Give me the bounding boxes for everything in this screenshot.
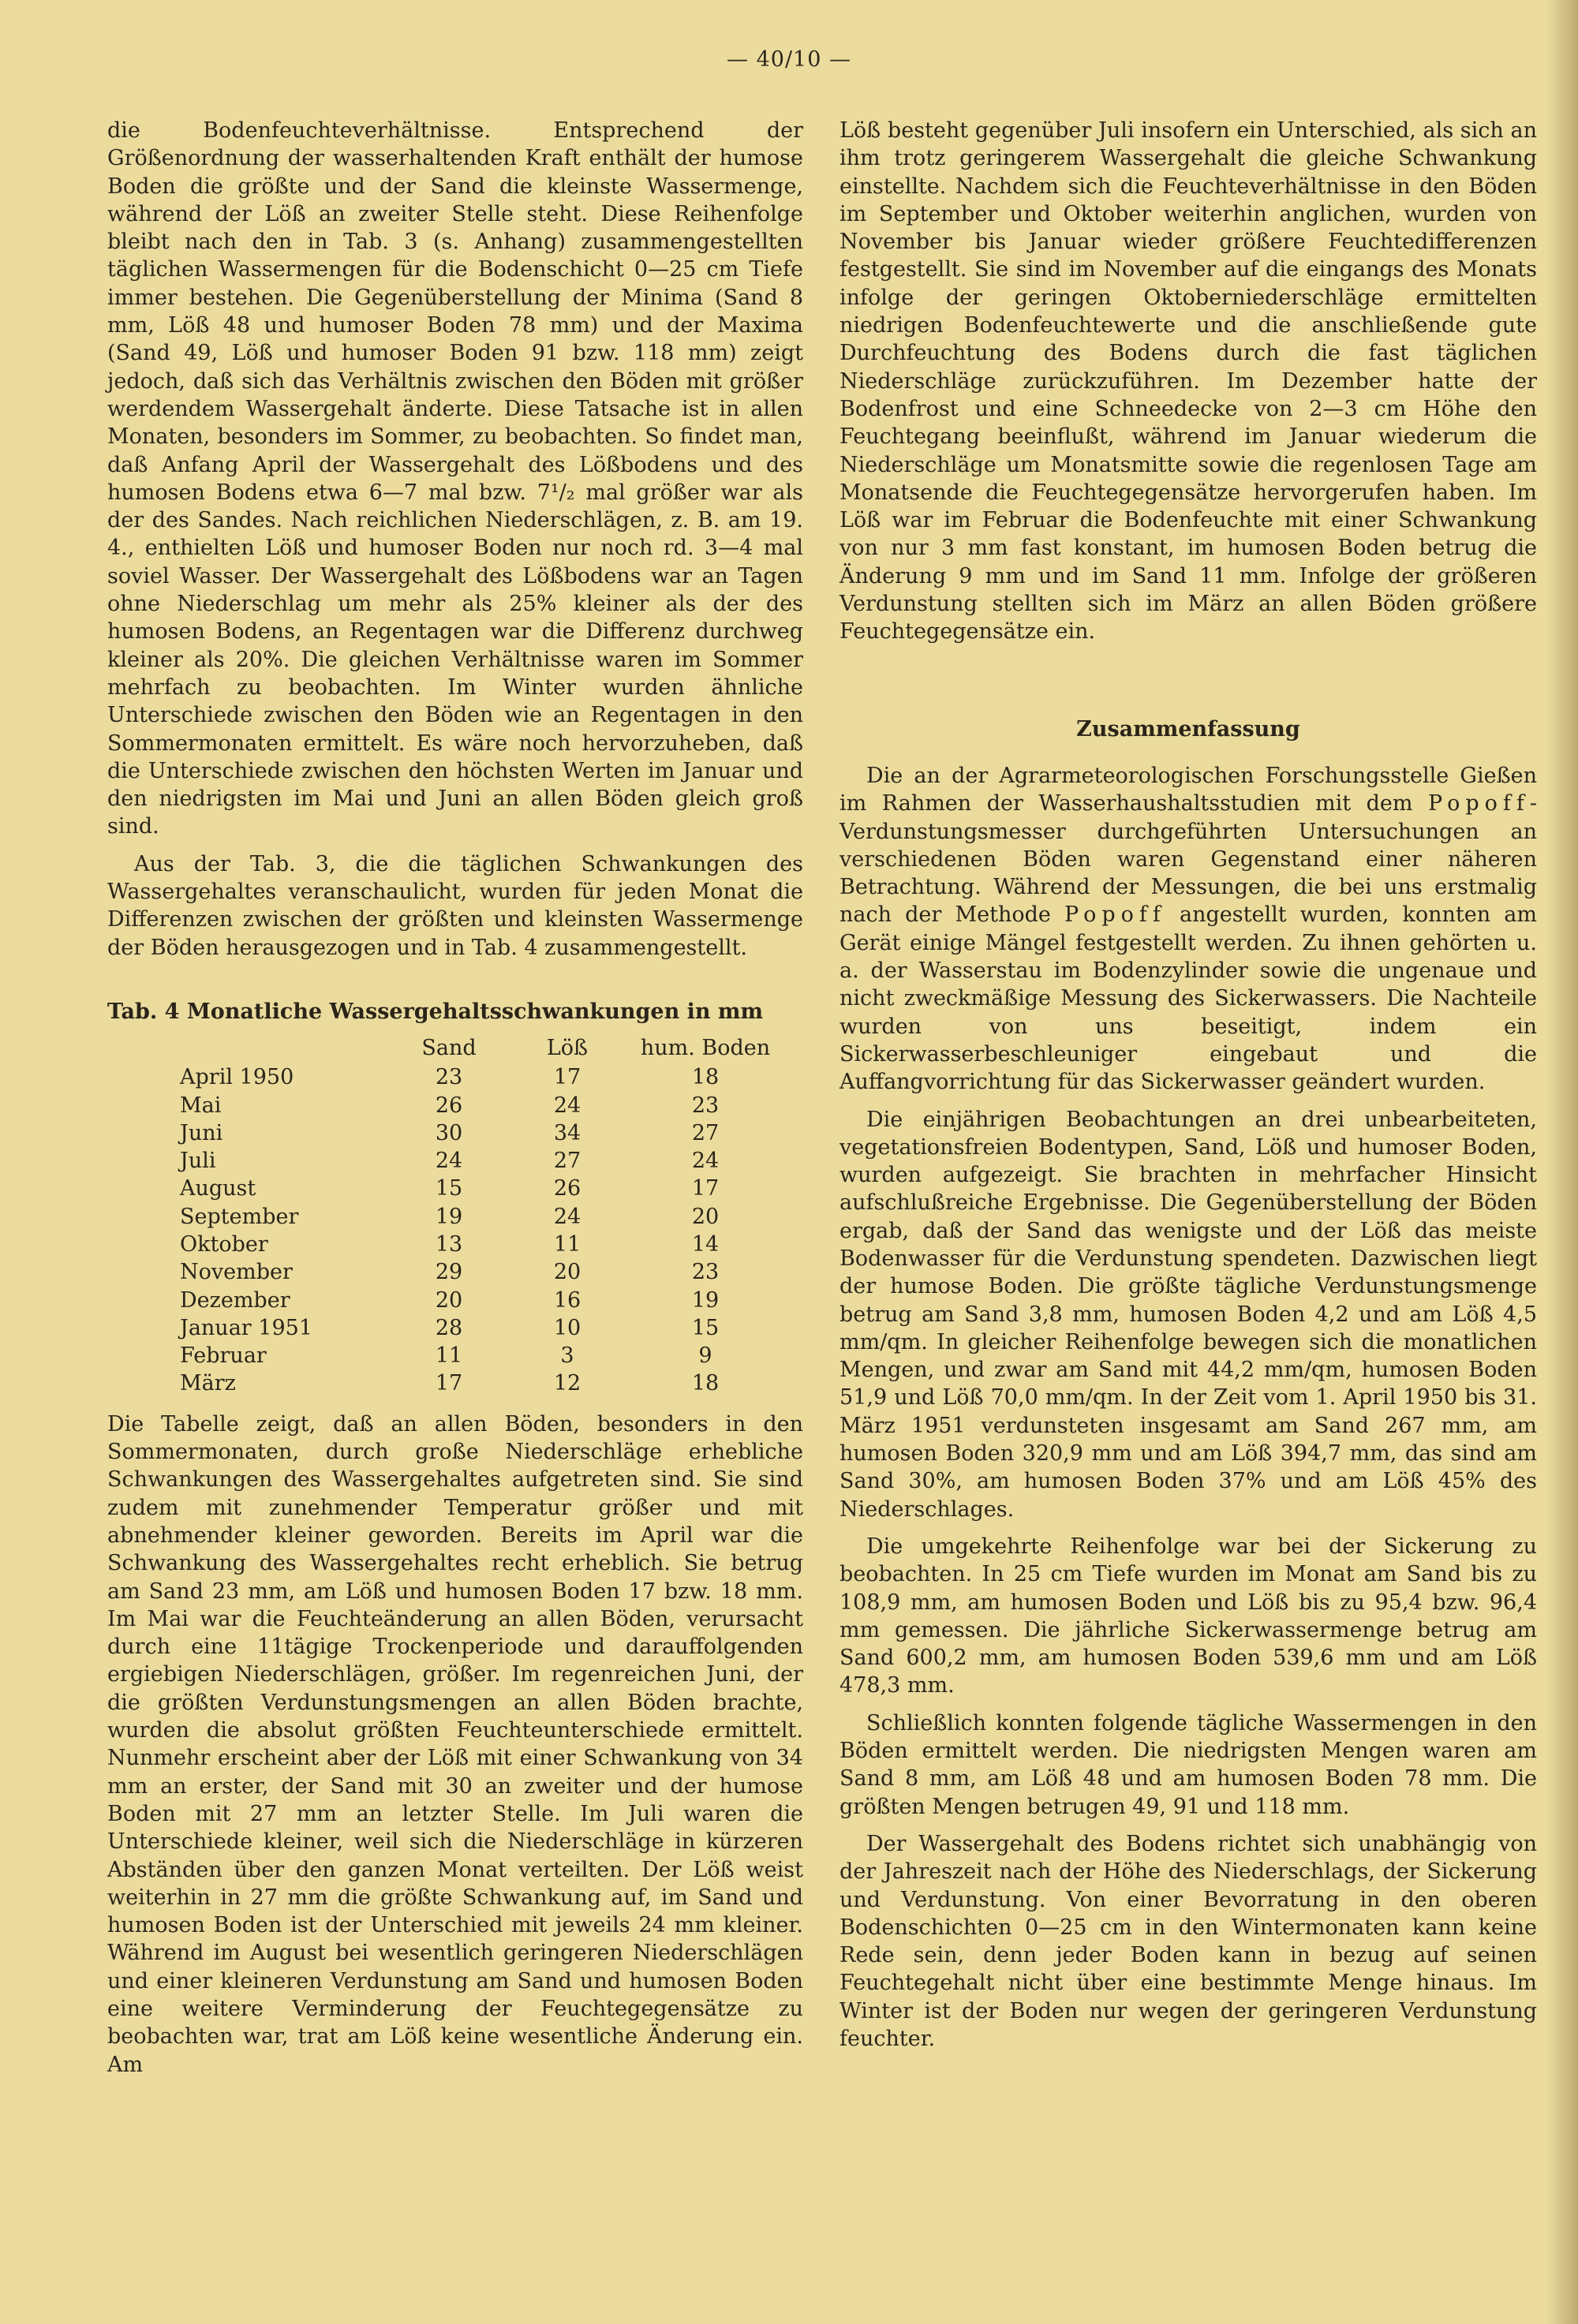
right-column xyxy=(839,117,1537,2053)
table-cell-sand: 17 xyxy=(435,1371,463,1396)
table-cell-sand: 30 xyxy=(435,1120,463,1145)
paragraph: Die umgekehrte Reihenfolge war bei der Sickerung zu beobachten. In 25 cm Tiefe wurden im Monat am Sand bis zu 108,9 mm, am humosen Boden und Löß bis zu 95,4 bzw. 96,4 mm gemessen. Die jährliche Sickerwassermenge betrug am Sand 600,2 mm, am humosen Boden 539,6 mm und am Löß 478,3 mm. xyxy=(839,1534,1537,1698)
table-cell-month: Juli xyxy=(180,1149,216,1174)
table-row xyxy=(180,1231,784,1258)
paragraph: die Bodenfeuchteverhältnisse. Entsprechend der Größenordnung der wasserhaltenden Kraft enthält der humose Boden die größte und der Sand die kleinste Wassermenge, während der Löß an zweiter Stelle steht. Diese Reihenfolge bleibt nach den in Tab. 3 (s. Anhang) zusammengestellten täglichen Wassermengen für die Bodenschicht 0—25 cm Tiefe immer bestehen. Die Gegenüberstellung der Minima (Sand 8 mm, Löß 48 und humoser Boden 78 mm) und der Maxima (Sand 49, Löß und humoser Boden 91 bzw. 118 mm) zeigt jedoch, daß sich das Verhältnis zwischen den Böden mit größer werdendem Wassergehalt änderte. Diese Tatsache ist in allen Monaten, besonders im Sommer, zu beobachten. So findet man, daß Anfang April der Wassergehalt des Lößbodens und des humosen Bodens etwa 6—7 mal bzw. 7¹/₂ mal größer war als der des Sandes. Nach reichlichen Niederschlägen, z. B. am 19. 4., enthielten Löß und humoser Boden nur noch rd. 3—4 mal soviel Wasser. Der Wassergehalt des Lößbodens war an Tagen ohne Niederschlag um mehr als 25% kleiner als der des humosen Bodens, an Regentagen war die Differenz durchweg kleiner als 20%. Die gleichen Verhältnisse waren im Sommer mehrfach zu beobachten. Im Winter wurden ähnliche Unterschiede zwischen den Böden wie an Regentagen in den Sommermonaten ermittelt. Es wäre noch hervorzuheben, daß die Unterschiede zwischen den höchsten Werten im Januar und den niedrigsten im Mai und Juni an allen Böden gleich groß sind. xyxy=(107,118,803,839)
table-row xyxy=(180,1092,784,1119)
text-run: Die an der Agrarmeteorologischen Forschungsstelle Gießen im Rahmen der Wasserhaushaltsstudien mit dem xyxy=(839,763,1537,816)
page-edge-shadow xyxy=(1546,0,1578,2324)
table-cell-sand: 29 xyxy=(435,1260,463,1285)
fluctuation-table xyxy=(180,1032,784,1398)
table-cell-sand: 20 xyxy=(435,1287,463,1313)
table-cell-sand: 23 xyxy=(435,1065,463,1090)
paragraph: Schließlich konnten folgende tägliche Wassermengen in den Böden ermittelt werden. Die niedrigsten Mengen waren am Sand 8 mm, am Löß 48 und am humosen Boden 78 mm. Die größten Mengen betrugen 49, 91 und 118 mm. xyxy=(839,1710,1537,1819)
left-column xyxy=(107,117,803,2079)
table-cell-loess: 12 xyxy=(553,1371,581,1396)
table-cell-humus: 15 xyxy=(691,1315,720,1340)
table-cell-humus: 27 xyxy=(691,1120,720,1145)
table-cell-loess: 24 xyxy=(553,1093,581,1118)
table-cell-humus: 18 xyxy=(691,1065,720,1090)
table-cell-humus: 24 xyxy=(691,1149,720,1174)
table-title: Tab. 4 Monatliche Wassergehaltsschwankungen in mm xyxy=(107,999,764,1024)
table-cell-humus: 23 xyxy=(691,1260,720,1285)
paragraph: Aus der Tab. 3, die die täglichen Schwankungen des Wassergehaltes veranschaulicht, wurden für jeden Monat die Differenzen zwischen der größten und kleinsten Wassermenge der Böden herausgezogen und in Tab. 4 zusammengestellt. xyxy=(107,851,803,960)
table-cell-month: November xyxy=(180,1260,293,1285)
table-cell-loess: 27 xyxy=(553,1149,581,1174)
author-name: Popoff xyxy=(1064,902,1166,928)
table-cell-loess: 3 xyxy=(560,1343,574,1369)
table-cell-loess: 17 xyxy=(553,1065,581,1090)
author-name: Popoff xyxy=(1428,791,1530,816)
table-cell-humus: 20 xyxy=(691,1204,720,1229)
table-header-sand: Sand xyxy=(421,1035,477,1060)
paragraph: Die einjährigen Beobachtungen an drei unbearbeiteten, vegetationsfreien Bodentypen, Sand, Löß und humoser Boden, wurden aufgezeigt. Sie brachten in mehrfacher Hinsicht aufschlußreiche Ergebnisse. Die Gegenüberstellung der Böden ergab, daß der Sand das wenigste und der Löß das meiste Bodenwasser für die Verdunstung spendeten. Dazwischen liegt der humose Boden. Die größte tägliche Verdunstungsmenge betrug am Sand 3,8 mm, humosen Boden 4,2 und am Löß 4,5 mm/qm. In gleicher Reihenfolge bewegen sich die monatlichen Mengen, und zwar am Sand mit 44,2 mm/qm, humosen Boden 51,9 und Löß 70,0 mm/qm. In der Zeit vom 1. April 1950 bis 31. März 1951 verdunsteten insgesamt am Sand 267 mm, am humosen Boden 320,9 mm und am Löß 394,7 mm, das sind am Sand 30%, am humosen Boden 37% und am Löß 45% des Niederschlages. xyxy=(839,1107,1537,1522)
table-header-row xyxy=(180,1032,784,1063)
table-row xyxy=(180,1314,784,1342)
table-cell-sand: 24 xyxy=(435,1149,463,1174)
table-cell-month: Juni xyxy=(180,1120,223,1145)
table-row xyxy=(180,1175,784,1202)
table-cell-loess: 11 xyxy=(553,1231,581,1257)
table-row xyxy=(180,1369,784,1397)
table-cell-humus: 18 xyxy=(691,1371,720,1396)
table-cell-month: Dezember xyxy=(180,1287,290,1313)
table-cell-sand: 28 xyxy=(435,1315,463,1340)
table-row xyxy=(180,1063,784,1091)
table-cell-humus: 9 xyxy=(698,1343,712,1369)
table-row xyxy=(180,1147,784,1175)
table-cell-loess: 26 xyxy=(553,1176,581,1201)
table-cell-month: August xyxy=(180,1176,256,1201)
text-run: -Verdunstungsmesser durchgeführten Untersuchungen an verschiedenen Böden waren Gegenstand einer näheren Betrachtung. Während der Messungen, die bei uns erstmalig nach der Methode xyxy=(839,791,1537,928)
paragraph: Löß besteht gegenüber Juli insofern ein Unterschied, als sich an ihm trotz geringerem Wassergehalt die gleiche Schwankung einstellte. Nachdem sich die Feuchteverhältnisse in den Böden im September und Oktober weiterhin anglichen, wurden von November bis Januar wieder größere Feuchtedifferenzen festgestellt. Sie sind im November auf die eingangs des Monats infolge der geringen Oktoberniederschläge ermittelten niedrigen Bodenfeuchtewerte und die anschließende gute Durchfeuchtung des Bodens durch die fast täglichen Niederschläge zurückzuführen. Im Dezember hatte der Bodenfrost und eine Schneedecke von 2—3 cm Höhe den Feuchtegang beeinflußt, während im Januar wiederum die Niederschläge um Monatsmitte sowie die regenlosen Tage am Monatsende die Feuchtegegensätze hervorgerufen haben. Im Löß war im Februar die Bodenfeuchte mit einer Schwankung von nur 3 mm fast konstant, im humosen Boden betrug die Änderung 9 mm und im Sand 11 mm. Infolge der größeren Verdunstung stellten sich im März an allen Böden größere Feuchtegegensätze ein. xyxy=(839,118,1537,645)
paragraph xyxy=(839,762,1537,1097)
table-cell-sand: 11 xyxy=(435,1343,463,1369)
paragraph: Der Wassergehalt des Bodens richtet sich unabhängig von der Jahreszeit nach der Höhe des Niederschlags, der Sickerung und Verdunstung. Von einer Bevorratung in den oberen Bodenschichten 0—25 cm in den Wintermonaten kann keine Rede sein, denn jeder Boden kann in bezug auf seinen Feuchtegehalt nicht über eine bestimmte Menge hinaus. Im Winter ist der Boden nur wegen der geringeren Verdunstung feuchter. xyxy=(839,1831,1537,2051)
table-header-humus: hum. Boden xyxy=(640,1035,771,1060)
table-cell-loess: 20 xyxy=(553,1260,581,1285)
table-cell-month: Mai xyxy=(180,1093,222,1118)
table-cell-humus: 14 xyxy=(691,1231,720,1257)
table-cell-month: März xyxy=(180,1371,236,1396)
table-cell-sand: 15 xyxy=(435,1176,463,1201)
table-cell-sand: 13 xyxy=(435,1231,463,1257)
table-row xyxy=(180,1287,784,1314)
table-cell-humus: 23 xyxy=(691,1093,720,1118)
table-row xyxy=(180,1258,784,1286)
table-cell-humus: 17 xyxy=(691,1176,720,1201)
text-run: angestellt wurden, konnten am Gerät einige Mängel festgestellt werden. Zu ihnen gehörten u. a. der Wasserstau im Bodenzylinder sowie die ungenaue und nicht zweckmäßige Messung des Sickerwassers. Die Nachteile wurden von uns beseitigt, indem ein Sickerwasserbeschleuniger eingebaut und die Auffangvorrichtung für das Sickerwasser geändert wurden. xyxy=(839,902,1537,1095)
section-heading: Zusammenfassung xyxy=(1076,716,1300,742)
paragraph: Die Tabelle zeigt, daß an allen Böden, besonders in den Sommermonaten, durch große Niederschläge erhebliche Schwankungen des Wassergehaltes aufgetreten sind. Sie sind zudem mit zunehmender Temperatur größer und mit abnehmender kleiner geworden. Bereits im April war die Schwankung des Wassergehaltes recht erheblich. Sie betrug am Sand 23 mm, am Löß und humosen Boden 17 bzw. 18 mm. Im Mai war die Feuchteänderung an allen Böden, verursacht durch eine 11tägige Trockenperiode und darauffolgenden ergiebigen Niederschlägen, größer. Im regenreichen Juni, der die größten Verdunstungsmengen an allen Böden brachte, wurden die absolut größten Feuchteunterschiede ermittelt. Nunmehr erscheint aber der Löß mit einer Schwankung von 34 mm an erster, der Sand mit 30 an zweiter und der humose Boden mit 27 mm an letzter Stelle. Im Juli waren die Unterschiede kleiner, weil sich die Niederschläge in kürzeren Abständen über den ganzen Monat verteilten. Der Löß weist weiterhin in 27 mm die größte Schwankung auf, im Sand und humosen Boden ist der Unterschied mit jeweils 24 mm kleiner. Während im August bei wesentlich geringeren Niederschlägen und einer kleineren Verdunstung am Sand und humosen Boden eine weitere Verminderung der Feuchtegegensätze zu beobachten war, trat am Löß keine wesentliche Änderung ein. Am xyxy=(107,1411,803,2077)
table-cell-month: April 1950 xyxy=(180,1065,294,1090)
page-number: — 40/10 — xyxy=(727,47,851,72)
table-cell-sand: 19 xyxy=(435,1204,463,1229)
table-cell-loess: 34 xyxy=(553,1120,581,1145)
table-cell-month: September xyxy=(180,1204,299,1229)
table-cell-month: Januar 1951 xyxy=(180,1315,312,1340)
table-header-loess: Löß xyxy=(546,1035,589,1060)
table-row xyxy=(180,1203,784,1231)
table-cell-sand: 26 xyxy=(435,1093,463,1118)
table-cell-month: Februar xyxy=(180,1343,267,1369)
table-cell-month: Oktober xyxy=(180,1231,268,1257)
table-row xyxy=(180,1119,784,1147)
table-cell-loess: 16 xyxy=(553,1287,581,1313)
table-cell-loess: 24 xyxy=(553,1204,581,1229)
table-header-month xyxy=(180,1032,390,1063)
table-cell-loess: 10 xyxy=(553,1315,581,1340)
table-cell-humus: 19 xyxy=(691,1287,720,1313)
table-row xyxy=(180,1342,784,1369)
